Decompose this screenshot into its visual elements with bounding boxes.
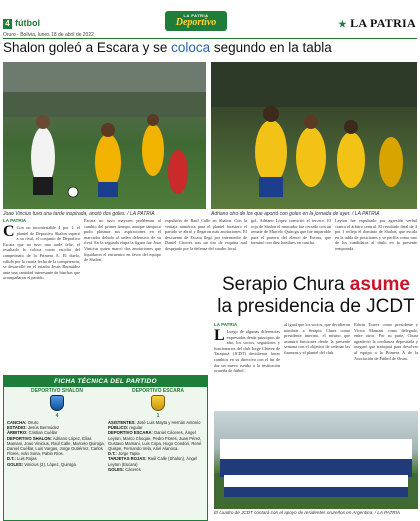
story1-caption-2 bbox=[211, 211, 379, 217]
story1-headline-start: Shalon goleó a Escara y se bbox=[3, 40, 172, 55]
story2-col3-text: Edwin Torrez como presidente y Víctor Mamani como delegado, entre otros. Por su parte, Chura agradeció la confianza depositada y aseguró que trabajará para devolver al equipo a la Primera A de la Asociación de Fútbol de Oruro. bbox=[354, 322, 418, 361]
technical-sheet bbox=[3, 375, 208, 521]
story1-photo-2 bbox=[211, 62, 417, 209]
caption-1-credit: / LA PATRIA bbox=[127, 211, 155, 217]
caption-2-text: Adriano otro de los que aportó con goles en la jornada de ayer. bbox=[211, 211, 351, 217]
home-team-name: DEPORTIVO SHALON bbox=[31, 388, 83, 394]
away-team-column bbox=[108, 388, 208, 472]
dateline: Oruro - Bolivia, lunes 18 de abril de 2022 bbox=[3, 32, 94, 38]
story2-caption bbox=[214, 510, 400, 515]
home-line-label: D.T.: bbox=[7, 456, 16, 462]
home-team-column bbox=[7, 388, 107, 467]
home-line-label: CANCHA: bbox=[7, 420, 27, 425]
away-line-label: DEPORTIVO ESCARA: bbox=[108, 430, 153, 436]
story2-headline bbox=[214, 274, 418, 318]
away-line-value: regular bbox=[129, 425, 143, 431]
supplement-name: Deportivo bbox=[175, 17, 217, 28]
home-team-crest-icon bbox=[50, 395, 64, 411]
supplement-top-label: LA PATRIA bbox=[183, 13, 209, 18]
newspaper-logo bbox=[338, 16, 416, 31]
caption-1-text: Joao Vincius tuvo una tarde inspirada, anotó dos goles. bbox=[3, 211, 126, 217]
story1-col3-text: expulsión de Raúl Calle en Shalon. Con la ventaja numérica para el plantel forastero el partido se abrió y llegaron más anotaciones. El descuento de Escara llegó por intermedio de Daniel Cáceres tras un tiro de esquina mal despejado por la defensa del cuadro local. bbox=[165, 218, 247, 251]
story1-column-2 bbox=[84, 218, 161, 373]
page-header bbox=[0, 0, 420, 30]
away-line bbox=[108, 467, 208, 472]
away-line-value: Daniel Cáceres, Ángel Leyton, Marco Choque, Pedro Flores, Juan Pérez, Gustavo Mamani, Luis Copa, Hugo Condori, René Quispe, Fernando Vela, Ariel Alanoca. bbox=[108, 430, 202, 452]
photo-2-illustration bbox=[211, 62, 417, 209]
story2-column-1-text bbox=[214, 329, 280, 374]
away-line-label: D.T.: bbox=[108, 451, 117, 457]
technical-sheet-title: FICHA TÉCNICA DEL PARTIDO bbox=[4, 376, 207, 387]
story1-column-5 bbox=[335, 218, 417, 270]
story2-column-2 bbox=[284, 322, 350, 409]
story1-headline bbox=[3, 40, 417, 55]
story2-caption-credit: / LA PATRIA bbox=[374, 510, 400, 515]
story2-caption-text: El cuadro de JCDT contará con el apoyo de residentes orureños en Argentina. bbox=[214, 510, 374, 515]
story1-column-1-text bbox=[3, 225, 80, 281]
story1-column-1 bbox=[3, 218, 80, 373]
photo-3-illustration bbox=[214, 411, 418, 509]
away-line-value: José Luis Mayta y Hernán Antonio bbox=[136, 420, 201, 425]
story2-column-1 bbox=[214, 322, 280, 409]
story2-headline-start: Serapio Chura bbox=[222, 274, 350, 295]
caption-2-credit: / LA PATRIA bbox=[352, 211, 380, 217]
star-icon: ★ bbox=[338, 19, 347, 29]
story1-column-4 bbox=[251, 218, 331, 270]
home-line bbox=[7, 462, 107, 467]
away-team-score: 1 bbox=[156, 413, 160, 419]
home-line-value: Adriano López, Elías Mamani, Joao Vinicius, Raúl Calle, Marcelo Quiroga, Daniel Cuéllar, Luis Vargas, Jorge Gutiérrez, Carlos Flores, Iván Soria, Pablo Ríos. bbox=[7, 435, 105, 457]
away-line bbox=[108, 456, 208, 466]
story1-col4-text: gol, Adriano López convirtió el tercero. El rojo de Shalon el marcador fue cerrado con un remate de Marcelo Quiroga que fue imparable para el portero del elenco de Escara, que terminó con diez hombres en cancha. bbox=[251, 218, 331, 246]
away-line-label: ASISTENTES: bbox=[108, 420, 136, 425]
story2-col2-text: al igual que los socios, que decidieron nombrar a Serapio Chura como presidente interino, el mismo que asumirá funciones desde la presente semana con el objetivo de ordenar las finanzas y el plantel del club. bbox=[284, 322, 350, 355]
story1-col1-text: Con un incontestable 4 por 1, el plantel de Deportivo Shalon superó a su rival, el conjunto de Deportivo Escara que no tuvo una tarde feliz, el resultado lo coloca como escolta del campeonato de la Primera A. El duelo, válido por la cuarta fecha de la competencia, se desarrolló en el estadio Jesús Bermúdez ante una cantidad interesante de hinchas que acompañaron el partido. bbox=[3, 225, 80, 281]
photo-1-illustration bbox=[3, 62, 206, 209]
story1-col2-text: Escara no tuvo mayores problemas al cambio del primer tiempo, aunque tampoco pudo plasmar sus aspiraciones en el marcador debido al orden defensivo de su rival. En la segunda etapa la figura fue Joao Vinicius quien marcó dos anotaciones que liquidaron el encuentro en favor del equipo de Shalon. bbox=[84, 218, 161, 263]
header-divider bbox=[3, 38, 417, 39]
away-line-value: Raúl Calle (Shalon), Ángel Leyton (Escara) bbox=[108, 456, 197, 467]
away-team-name: DEPORTIVO ESCARA bbox=[132, 388, 184, 394]
newspaper-name: LA PATRIA bbox=[350, 16, 416, 30]
story1-photo-1 bbox=[3, 62, 206, 209]
story2-headline-highlight: asume bbox=[349, 274, 410, 295]
story2-source: LA PATRIA bbox=[214, 322, 238, 327]
home-line-value: Oruro bbox=[27, 420, 39, 425]
home-line-label: ÁRBITRO: bbox=[7, 430, 28, 436]
away-line-label: TARJETAS ROJAS: bbox=[108, 456, 147, 462]
story1-source: LA PATRIA bbox=[3, 218, 27, 223]
away-line-value: Cáceres bbox=[125, 466, 141, 472]
story1-caption-1 bbox=[3, 211, 155, 217]
page-number: 4 bbox=[3, 19, 12, 29]
story2-column-3 bbox=[354, 322, 418, 409]
home-team-score: 4 bbox=[55, 413, 59, 419]
story1-column-3 bbox=[165, 218, 247, 270]
story2-team-photo bbox=[214, 411, 418, 509]
story2-col1-text: Luego de algunas diferencias expresadas desde principios de año, los socios, seguidores y funcionarios del club Jorge Chávez de Tarapacá (JCDT) decidieron hacer cambios en su directiva con el fin de dar un nuevo rumbo a la institución orureña de fútbol. bbox=[214, 329, 280, 374]
supplement-logo bbox=[165, 11, 227, 31]
story1-headline-highlight: coloca bbox=[171, 40, 211, 55]
story1-headline-end: segundo en la tabla bbox=[210, 40, 332, 55]
home-line-label: ESTADIO: bbox=[7, 425, 27, 431]
home-line-label: DEPORTIVO SHALON: bbox=[7, 435, 52, 441]
story2-headline-end: la presidencia de JCDT bbox=[217, 296, 415, 317]
away-line-value: Jorge Tapia bbox=[118, 451, 140, 457]
home-line bbox=[7, 436, 107, 457]
away-line bbox=[108, 430, 208, 451]
home-line-value: Cristian Cuéllar bbox=[28, 430, 58, 436]
drop-cap-2: L bbox=[214, 327, 225, 344]
section-label: fútbol bbox=[15, 18, 40, 28]
drop-cap: C bbox=[3, 223, 15, 240]
away-line-label: GOLES: bbox=[108, 466, 125, 472]
home-line-value: Luis Rojas bbox=[17, 456, 37, 462]
story1-col5-text: Leyton fue expulsado por agresión verbal contra el árbitro central. El resultado final de 4 por 1 refleja el dominio de Shalon, que escala en la tabla de posiciones y se perfila como uno de los candidatos al título en la presente temporada. bbox=[335, 218, 417, 251]
home-line-value: Vinicius (2), López, Quiroga bbox=[24, 461, 76, 467]
away-team-crest-icon bbox=[151, 395, 165, 411]
away-line-label: PÚBLICO: bbox=[108, 425, 129, 431]
home-line-value: Jesús Bermúdez bbox=[27, 425, 60, 431]
home-line-label: GOLES: bbox=[7, 461, 24, 467]
